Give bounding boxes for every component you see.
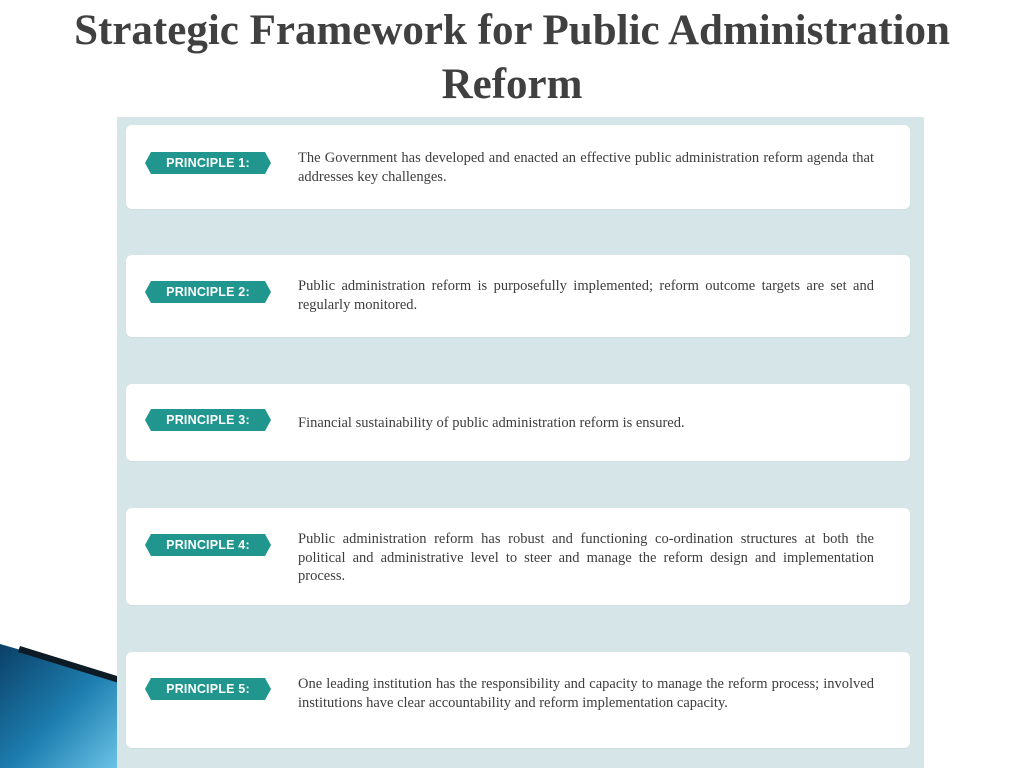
principle-card-3 (126, 384, 910, 461)
principle-card-1 (126, 125, 910, 209)
principle-tag-2 (145, 281, 271, 303)
corner-decoration (0, 640, 130, 768)
principle-text: Public administration reform has robust and functioning co-ordination structures at both the political and administrative level to steer and manage the reform design and implementation process. (298, 531, 874, 584)
principle-tag-5 (145, 678, 271, 700)
principle-tag-4 (145, 534, 271, 556)
principle-text: Public administration reform is purposefully implemented; reform outcome targets are set and regularly monitored. (298, 278, 874, 313)
principle-card-4 (126, 508, 910, 605)
principle-tag-1 (145, 152, 271, 174)
principle-label: PRINCIPLE 4: (166, 538, 250, 552)
principle-tag-3 (145, 409, 271, 431)
principle-label: PRINCIPLE 2: (166, 285, 250, 299)
principle-label: PRINCIPLE 5: (166, 682, 250, 696)
principle-label: PRINCIPLE 1: (166, 156, 250, 170)
principle-card-5 (126, 652, 910, 748)
principle-text: Financial sustainability of public administration reform is ensured. (298, 415, 685, 431)
slide-title: Strategic Framework for Public Administration Reform (74, 7, 950, 108)
principle-text: The Government has developed and enacted an effective public administration reform agenda that addresses key challenges. (298, 150, 874, 185)
principle-card-2 (126, 255, 910, 337)
principles-panel (117, 117, 924, 768)
principle-label: PRINCIPLE 3: (166, 413, 250, 427)
principle-text: One leading institution has the responsibility and capacity to manage the reform process; involved institutions have clear accountability and reform implementation capacity. (298, 676, 874, 711)
